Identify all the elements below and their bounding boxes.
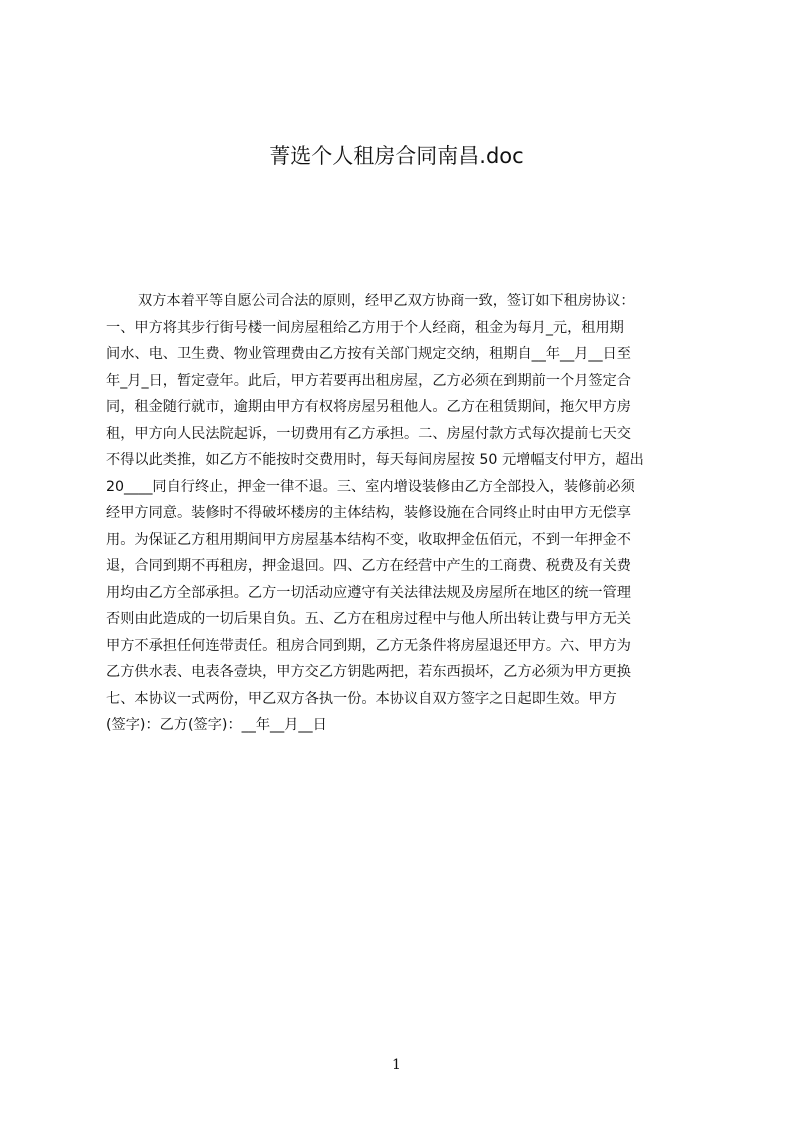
text-line: 同，租金随行就市，逾期由甲方有权将房屋另租他人。乙方在租赁期间，拖欠甲方房	[106, 399, 631, 415]
document-title: 菁选个人租房合同南昌.doc	[269, 144, 524, 168]
text-line: (签字)：乙方(签字)：__年__月__日	[106, 717, 327, 733]
contract-body	[106, 288, 698, 739]
text-line: 一、甲方将其步行街号楼一间房屋租给乙方用于个人经商，租金为每月_元，租用期	[106, 319, 624, 336]
text-line: 年_月_日，暂定壹年。此后，甲方若要再出租房屋，乙方必须在到期前一个月签定合	[106, 372, 631, 389]
text-line: 间水、电、卫生费、物业管理费由乙方按有关部门规定交纳，租期自__年__月__日至	[106, 346, 631, 362]
text-line: 经甲方同意。装修时不得破坏楼房的主体结构，装修设施在合同终止时由甲方无偿享	[106, 505, 631, 521]
text-line: 七、本协议一式两份，甲乙双方各执一份。本协议自双方签字之日起即生效。甲方	[106, 690, 617, 707]
page-number: 1	[392, 1057, 401, 1073]
text-line: 用均由乙方全部承担。乙方一切活动应遵守有关法律法规及房屋所在地区的统一管理	[106, 584, 631, 601]
text-line: 否则由此造成的一切后果自负。五、乙方在租房过程中与他人所出转让费与甲方无关	[106, 611, 631, 627]
text-line: 甲方不承担任何连带责任。租房合同到期，乙方无条件将房屋退还甲方。六、甲方为	[106, 637, 631, 654]
text-line: 不得以此类推，如乙方不能按时交费用时，每天每间房屋按 50 元增幅支付甲方，超出	[106, 452, 644, 468]
text-line: 租，甲方向人民法院起诉，一切费用有乙方承担。二、房屋付款方式每次提前七天交	[106, 425, 631, 442]
text-line: 用。为保证乙方租用期间甲方房屋基本结构不变，收取押金伍佰元，不到一年押金不	[106, 531, 631, 548]
text-line: 乙方供水表、电表各壹块，甲方交乙方钥匙两把，若东西损坏，乙方必须为甲方更换	[106, 664, 631, 680]
text-line: 双方本着平等自愿公司合法的原则，经甲乙双方协商一致，签订如下租房协议：	[138, 293, 635, 309]
text-line: 退，合同到期不再租房，押金退回。四、乙方在经营中产生的工商费、税费及有关费	[106, 558, 631, 574]
text-line: 20____同自行终止，押金一律不退。三、室内增设装修由乙方全部投入，装修前必须	[106, 478, 635, 495]
